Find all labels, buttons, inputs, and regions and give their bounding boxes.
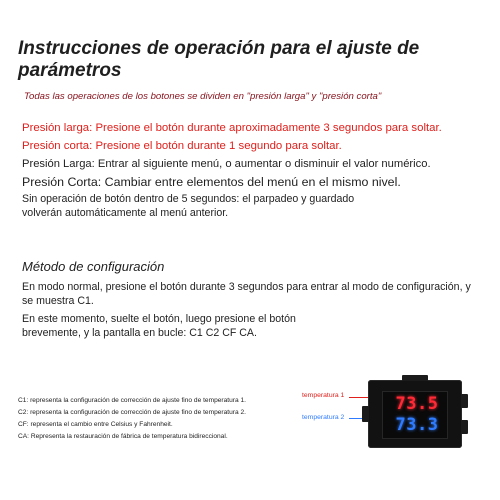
temperature-2-label: temperatura 2 xyxy=(302,414,345,421)
device-clip-right-lower xyxy=(461,420,468,434)
timeout-description: Sin operación de botón dentro de 5 segundos: el parpadeo y guardado volverán automáticamente al menú anterior. xyxy=(22,193,355,219)
page-title: Instrucciones de operación para el ajuste de parámetros xyxy=(18,38,420,81)
long-press-description: Presión Larga: Entrar al siguiente menú, o aumentar o disminuir el valor numérico. xyxy=(22,158,431,170)
notes-list xyxy=(18,395,318,443)
temperature-1-reading: 73.5 xyxy=(395,394,439,414)
device-display xyxy=(382,391,448,439)
device-clip-left xyxy=(362,406,369,422)
config-paragraph-1: En modo normal, presione el botón durante 3 segundos para entrar al modo de configuración, y se muestra C1. xyxy=(22,281,471,307)
short-press-description: Presión Corta: Cambiar entre elementos del menú en el mismo nivel. xyxy=(22,175,401,189)
long-press-definition: Presión larga: Presione el botón durante aproximadamente 3 segundos para soltar. xyxy=(22,122,442,134)
config-method-title: Método de configuración xyxy=(22,259,165,274)
temperature-1-label: temperatura 1 xyxy=(302,392,345,399)
note-c2: C2: representa la configuración de corrección de ajuste fino de temperatura 2. xyxy=(18,409,246,416)
thermometer-device xyxy=(368,380,462,448)
note-ca: CA: Representa la restauración de fábrica de temperatura bidireccional. xyxy=(18,433,228,440)
config-paragraph-2: En este momento, suelte el botón, luego presione el botón brevemente, y la pantalla en bucle: C1 C2 CF CA. xyxy=(22,313,296,339)
subtitle: Todas las operaciones de los botones se dividen en "presión larga" y "presión corta" xyxy=(24,91,382,102)
temperature-2-reading: 73.3 xyxy=(395,415,439,435)
note-cf: CF: representa el cambio entre Celsius y Fahrenheit. xyxy=(18,421,173,428)
short-press-definition: Presión corta: Presione el botón durante 1 segundo para soltar. xyxy=(22,140,342,152)
device-clip-top xyxy=(402,375,428,381)
note-c1: C1: representa la configuración de corrección de ajuste fino de temperatura 1. xyxy=(18,397,246,404)
device-clip-right-upper xyxy=(461,394,468,408)
